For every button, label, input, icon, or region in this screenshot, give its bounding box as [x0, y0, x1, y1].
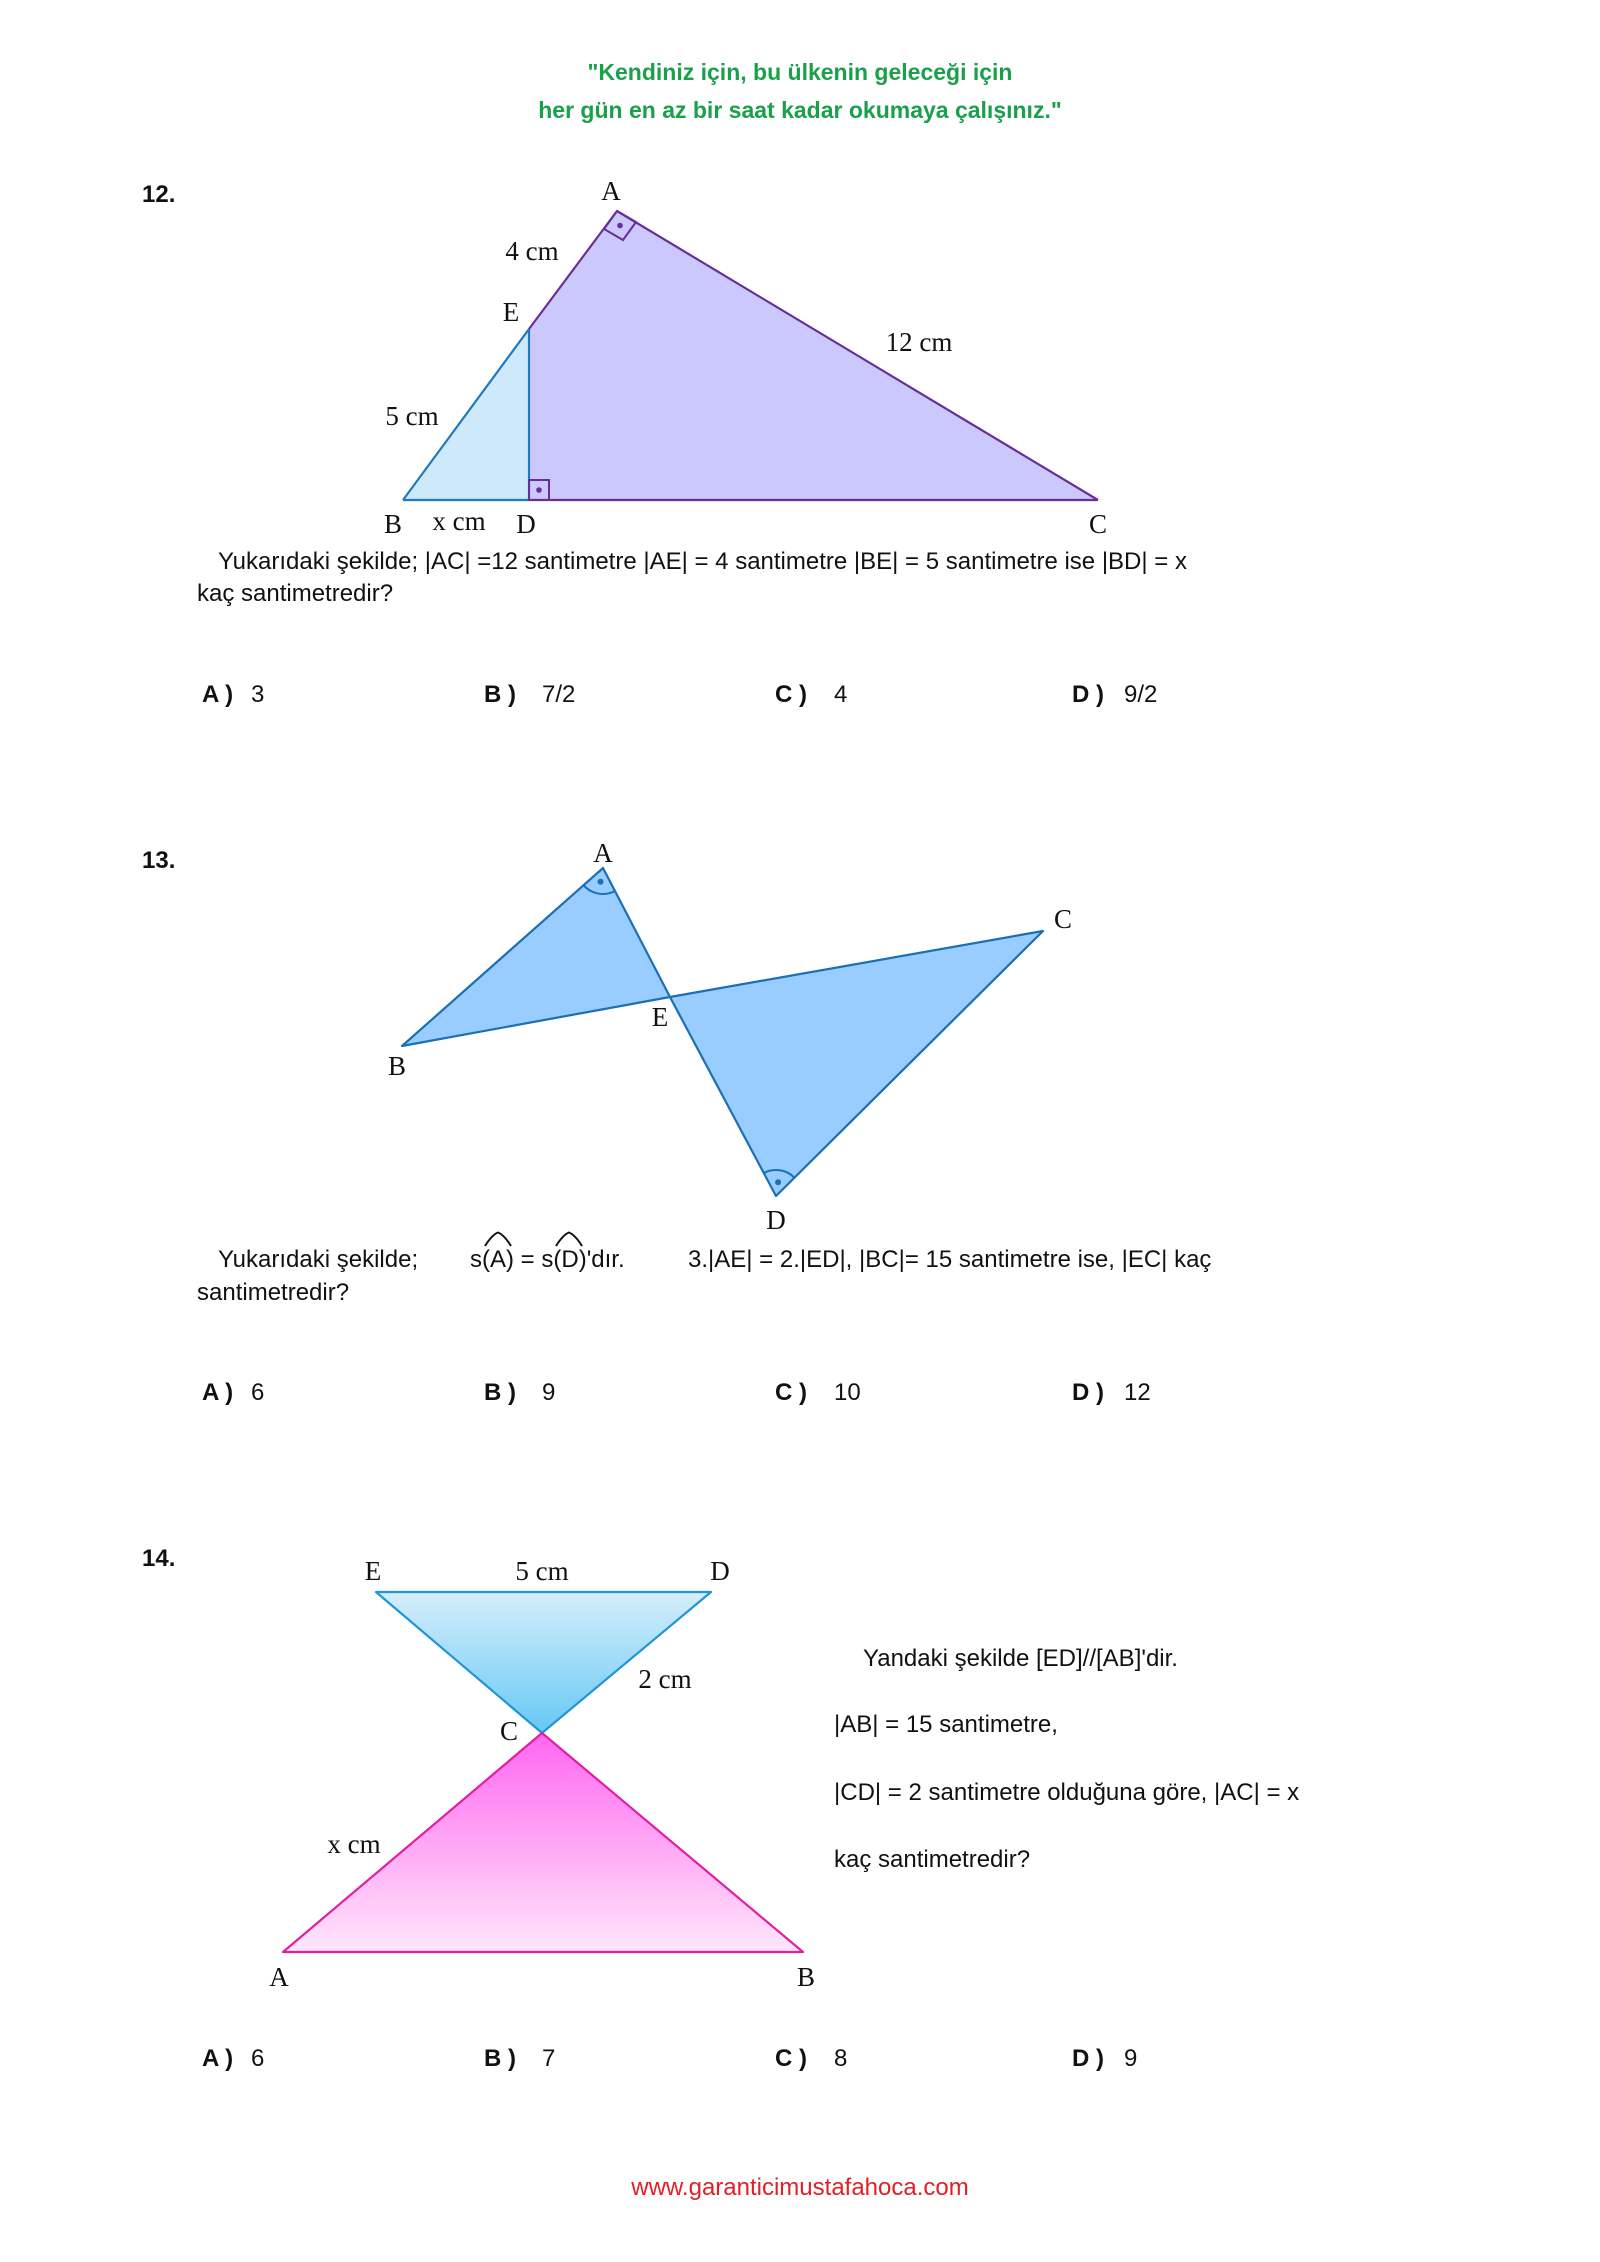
triangle-ECD	[670, 931, 1043, 1196]
footer-website-link[interactable]: www.garanticimustafahoca.com	[631, 2174, 969, 2201]
q13-option-c-value: 10	[834, 1379, 861, 1406]
q14-option-c-value: 8	[834, 2045, 848, 2072]
question-number-13: 13.	[142, 847, 176, 874]
angle-A-letter: A	[490, 1246, 507, 1273]
fig12-measure-AC: 12 cm	[885, 327, 953, 357]
fig13-label-C: C	[1053, 904, 1073, 934]
q14-option-d-letter: D )	[1072, 2045, 1104, 2072]
fig12-label-E: E	[502, 297, 520, 327]
motto-line-1: "Kendiniz için, bu ülkenin geleceği için	[587, 59, 1013, 85]
q13-option-b-letter: B )	[484, 1379, 516, 1406]
fig14-measure-ED: 5 cm	[515, 1556, 569, 1586]
q13-option-a-value: 6	[251, 1379, 265, 1406]
q12-option-b-letter: B )	[484, 681, 516, 708]
q13-text-intro: Yukarıdaki şekilde;	[218, 1246, 419, 1273]
q12-text-line-2: kaç santimetredir?	[197, 580, 394, 607]
angle-hat-icon	[483, 1231, 513, 1247]
fig13-label-B: B	[387, 1051, 407, 1081]
fig14-label-A: A	[269, 1962, 289, 1992]
q14-side-text-4: kaç santimetredir?	[834, 1846, 1031, 1873]
figure-q14	[269, 1556, 815, 1992]
q12-text-line-1: Yukarıdaki şekilde; |AC| =12 santimetre |AE| = 4 santimetre |BE| = 5 santimetre ise |BD| = x	[218, 548, 1187, 575]
q13-option-c-letter: C )	[775, 1379, 807, 1406]
angle-A-symbol	[490, 1244, 506, 1276]
fig12-measure-BE: 5 cm	[385, 401, 439, 431]
motto-line-2: her gün en az bir saat kadar okumaya çalışınız."	[538, 97, 1062, 123]
q13-option-d-value: 12	[1124, 1379, 1151, 1406]
q12-option-a-letter: A )	[202, 681, 234, 708]
q14-option-c-letter: C )	[775, 2045, 807, 2072]
q13-angle-equation	[470, 1244, 625, 1276]
question-number-14: 14.	[142, 1545, 176, 1572]
q14-side-text-1: Yandaki şekilde [ED]//[AB]'dir.	[863, 1645, 1178, 1672]
fig14-measure-AC: x cm	[327, 1829, 381, 1859]
angle-expr-part-1: s(	[470, 1246, 490, 1273]
fig13-label-E: E	[651, 1002, 669, 1032]
angle-expr-part-3: )'dır.	[578, 1246, 625, 1273]
fig12-label-C: C	[1088, 509, 1108, 539]
angle-expr-part-2: ) = s(	[506, 1246, 562, 1273]
angle-D-letter: D	[561, 1246, 579, 1273]
q12-option-b-value: 7/2	[542, 681, 576, 708]
fig12-label-A: A	[601, 176, 621, 206]
fig14-label-C: C	[499, 1716, 519, 1746]
q13-option-a-letter: A )	[202, 1379, 234, 1406]
fig14-measure-CD: 2 cm	[638, 1664, 692, 1694]
q14-side-text-2: |AB| = 15 santimetre,	[834, 1711, 1058, 1738]
q12-option-d-value: 9/2	[1124, 681, 1158, 708]
q13-option-b-value: 9	[542, 1379, 556, 1406]
q14-option-a-letter: A )	[202, 2045, 234, 2072]
q14-option-a-value: 6	[251, 2045, 265, 2072]
q14-option-b-value: 7	[542, 2045, 556, 2072]
fig12-measure-BD: x cm	[432, 506, 486, 536]
fig13-label-A: A	[593, 838, 613, 868]
angle-D-symbol	[561, 1244, 578, 1276]
triangle-ABE	[402, 868, 670, 1046]
question-number-12: 12.	[142, 181, 176, 208]
fig14-label-D: D	[710, 1556, 730, 1586]
q12-option-c-letter: C )	[775, 681, 807, 708]
fig13-label-D: D	[766, 1205, 786, 1235]
q14-side-text-3: |CD| = 2 santimetre olduğuna göre, |AC| = x	[834, 1779, 1300, 1806]
q12-option-d-letter: D )	[1072, 681, 1104, 708]
fig14-label-E: E	[364, 1556, 382, 1586]
q13-text-line-2: santimetredir?	[197, 1279, 350, 1306]
fig14-label-B: B	[796, 1962, 816, 1992]
q14-option-d-value: 9	[1124, 2045, 1138, 2072]
q13-text-rest: 3.|AE| = 2.|ED|, |BC|= 15 santimetre ise, |EC| kaç	[688, 1246, 1212, 1273]
triangle-EDC	[376, 1592, 711, 1733]
q13-option-d-letter: D )	[1072, 1379, 1104, 1406]
fig12-label-D: D	[516, 509, 536, 539]
fig12-label-B: B	[383, 509, 403, 539]
q12-option-a-value: 3	[251, 681, 265, 708]
q12-option-c-value: 4	[834, 681, 848, 708]
figure-q13	[388, 838, 1072, 1235]
q14-option-b-letter: B )	[484, 2045, 516, 2072]
angle-hat-icon	[554, 1231, 584, 1247]
figure-q12	[384, 176, 1107, 539]
fig12-measure-AE: 4 cm	[505, 236, 559, 266]
